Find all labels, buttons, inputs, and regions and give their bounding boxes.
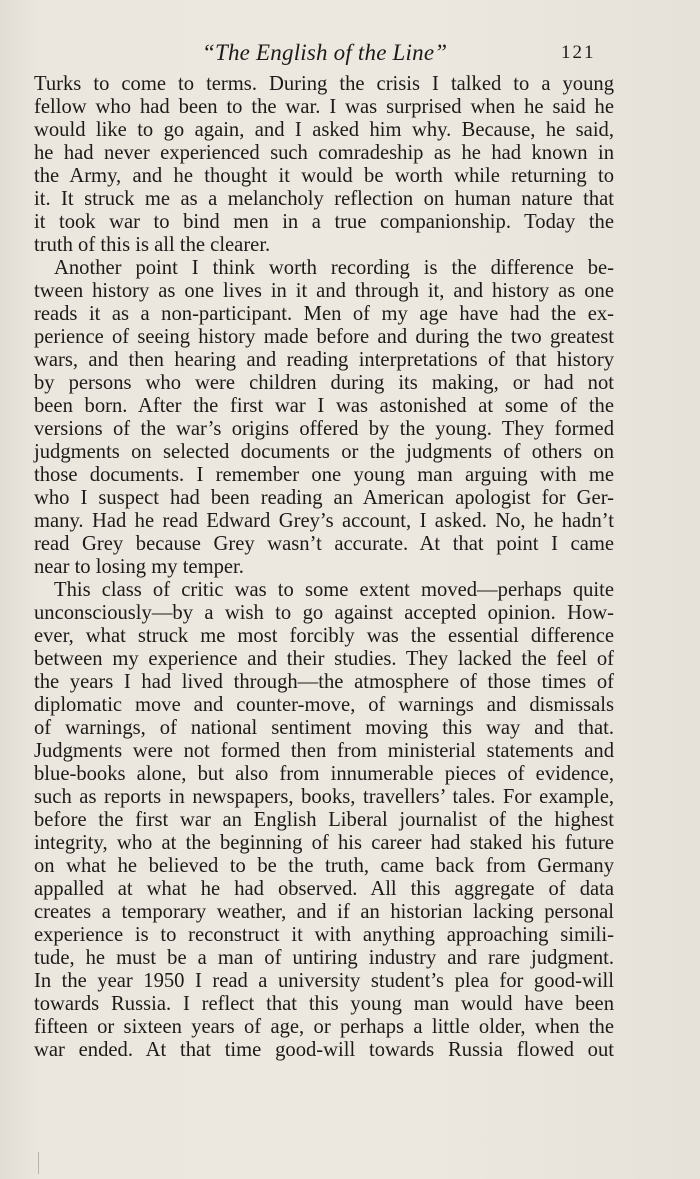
text-line: wars, and then hearing and reading interpretations of that history [34, 349, 614, 371]
text-line: Turks to come to terms. During the crisis I talked to a young [34, 73, 614, 95]
text-line: integrity, who at the beginning of his career had staked his future [34, 832, 614, 854]
text-line: towards Russia. I reflect that this young man would have been [34, 993, 614, 1015]
text-line: tude, he must be a man of untiring industry and rare judgment. [34, 947, 614, 969]
text-line: between my experience and their studies. They lacked the feel of [34, 648, 614, 670]
text-line: he had never experienced such comradeship as he had known in [34, 142, 614, 164]
text-line: who I suspect had been reading an American apologist for Ger- [34, 487, 614, 509]
text-line: appalled at what he had observed. All this aggregate of data [34, 878, 614, 900]
page-mark [38, 1152, 39, 1174]
text-line: the years I had lived through—the atmosphere of those times of [34, 671, 614, 693]
text-line: by persons who were children during its making, or had not [34, 372, 614, 394]
text-line: fifteen or sixteen years of age, or perhaps a little older, when the [34, 1016, 614, 1038]
text-line: of warnings, of national sentiment moving this way and that. [34, 717, 614, 739]
running-head [0, 40, 700, 70]
text-line: such as reports in newspapers, books, travellers’ tales. For example, [34, 786, 614, 808]
text-line: truth of this is all the clearer. [34, 234, 271, 256]
body-text [34, 73, 614, 1062]
text-line: ever, what struck me most forcibly was the essential difference [34, 625, 614, 647]
text-line: In the year 1950 I read a university student’s plea for good-will [34, 970, 614, 992]
text-line: read Grey because Grey wasn’t accurate. At that point I came [34, 533, 614, 555]
running-title: “The English of the Line” [202, 40, 448, 65]
text-line: tween history as one lives in it and through it, and history as one [34, 280, 614, 302]
text-line: those documents. I remember one young man arguing with me [34, 464, 614, 486]
text-line: judgments on selected documents or the judgments of others on [34, 441, 614, 463]
text-line: versions of the war’s origins offered by the young. They formed [34, 418, 614, 440]
text-line: diplomatic move and counter-move, of warnings and dismissals [34, 694, 614, 716]
text-line: perience of seeing history made before and during the two greatest [34, 326, 614, 348]
text-line: near to losing my temper. [34, 556, 244, 578]
text-line: on what he believed to be the truth, came back from Germany [34, 855, 614, 877]
text-line: unconsciously—by a wish to go against accepted opinion. How- [34, 602, 614, 624]
paragraph-start-line: Another point I think worth recording is the difference be- [54, 257, 614, 279]
text-line: would like to go again, and I asked him why. Because, he said, [34, 119, 614, 141]
text-line: the Army, and he thought it would be worth while returning to [34, 165, 614, 187]
text-line: many. Had he read Edward Grey’s account, I asked. No, he hadn’t [34, 510, 614, 532]
paragraph-start-line: This class of critic was to some extent moved—perhaps quite [54, 579, 614, 601]
text-line: creates a temporary weather, and if an historian lacking personal [34, 901, 614, 923]
text-line: before the first war an English Liberal journalist of the highest [34, 809, 614, 831]
text-line: been born. After the first war I was astonished at some of the [34, 395, 614, 417]
text-line: Judgments were not formed then from ministerial statements and [34, 740, 614, 762]
text-line: it took war to bind men in a true companionship. Today the [34, 211, 614, 233]
text-line: reads it as a non-participant. Men of my age have had the ex- [34, 303, 614, 325]
text-line: war ended. At that time good-will towards Russia flowed out [34, 1039, 614, 1061]
text-line: blue-books alone, but also from innumerable pieces of evidence, [34, 763, 614, 785]
text-line: fellow who had been to the war. I was surprised when he said he [34, 96, 614, 118]
text-line: it. It struck me as a melancholy reflection on human nature that [34, 188, 614, 210]
page-number: 121 [561, 42, 596, 63]
text-line: experience is to reconstruct it with anything approaching simili- [34, 924, 614, 946]
